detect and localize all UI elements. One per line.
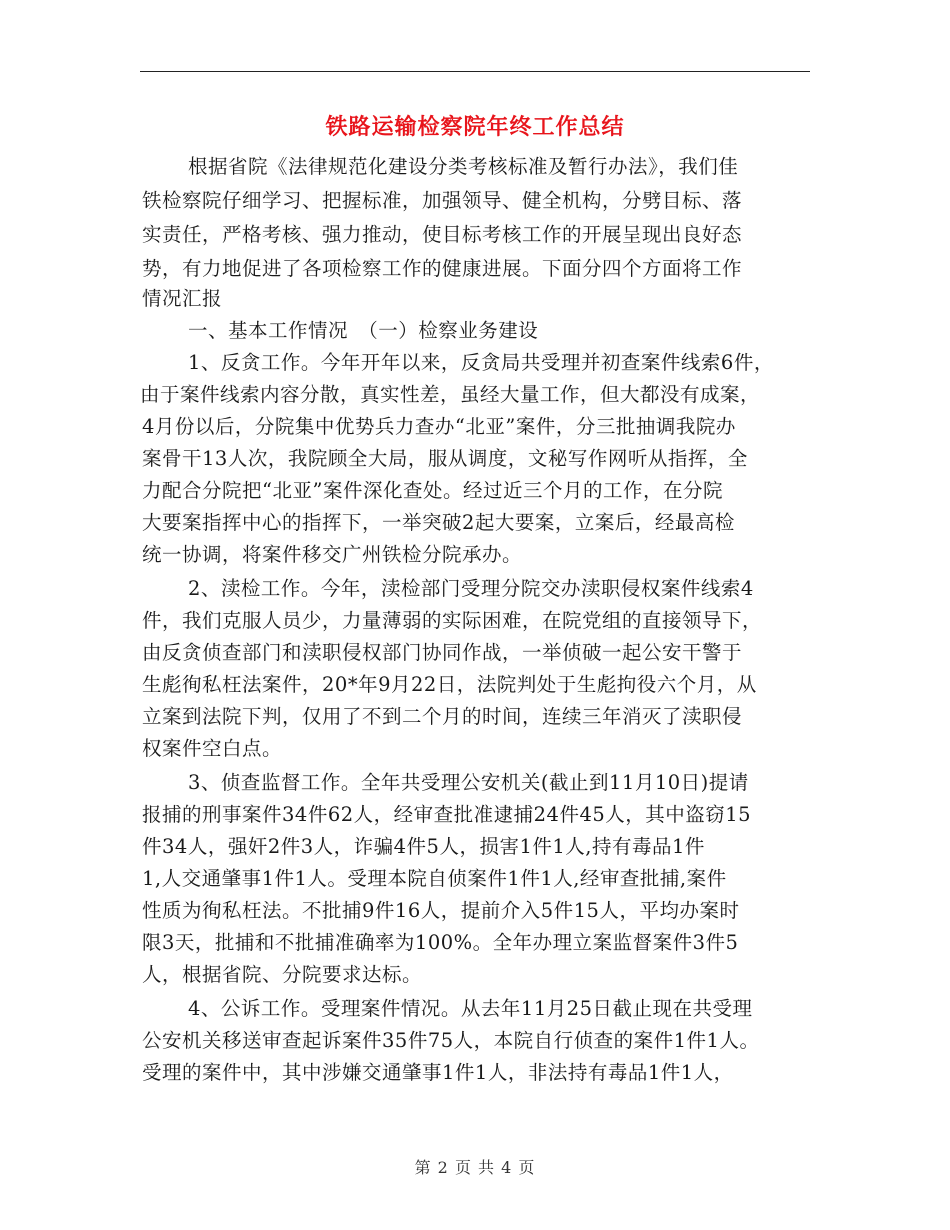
body-line: 立案到法院下判，仅用了不到二个月的时间，连续三年消灭了渎职侵 (142, 705, 743, 728)
body-line: 件，我们克服人员少，力量薄弱的实际困难，在院党组的直接领导下， (142, 609, 763, 632)
header-rule (140, 71, 810, 72)
body-line: 由于案件线索内容分散，真实性差，虽经大量工作，但大都没有成案， (140, 383, 761, 406)
body-line: 力配合分院把“北亚”案件深化查处。经过近三个月的工作，在分院 (142, 479, 723, 502)
body-line: 案骨干13人次，我院顾全大局，服从调度，文秘写作网听从指挥，全 (142, 447, 748, 470)
body-line: 1、反贪工作。今年开年以来，反贪局共受理并初查案件线索6件， (188, 351, 774, 374)
body-line: 由反贪侦查部门和渎职侵权部门协同作战，一举侦破一起公安干警于 (142, 641, 743, 664)
body-line: 限3天，批捕和不批捕准确率为100%。全年办理立案监督案件3件5 (142, 931, 739, 954)
body-line: 性质为徇私枉法。不批捕9件16人，提前介入5件15人，平均办案时 (142, 899, 740, 922)
body-line: 根据省院《法律规范化建设分类考核标准及暂行办法》，我们佳 (188, 155, 739, 178)
body-line: 2、渎检工作。今年，渎检部门受理分院交办渎职侵权案件线索4 (188, 577, 754, 600)
body-line: 件34人，强奸2件3人，诈骗4件5人，损害1件1人,持有毒品1件 (142, 835, 705, 858)
body-line: 人，根据省院、分院要求达标。 (142, 963, 423, 986)
document-title: 铁路运输检察院年终工作总结 (325, 114, 625, 140)
page-number: 第 2 页 共 4 页 (414, 1158, 536, 1177)
body-line: 生彪徇私枉法案件，20*年9月22日，法院判处于生彪拘役六个月，从 (142, 673, 757, 696)
body-line: 情况汇报 (142, 287, 223, 310)
body-line: 报捕的刑事案件34件62人，经审查批准逮捕24件45人，其中盗窃15 (142, 803, 752, 826)
section-heading: 一、基本工作情况 （一）检察业务建设 (188, 319, 539, 342)
body-line: 大要案指挥中心的指挥下，一举突破2起大要案，立案后，经最高检 (142, 511, 735, 534)
body-line: 公安机关移送审查起诉案件35件75人，本院自行侦查的案件1件1人。 (142, 1029, 760, 1052)
body-line: 实责任，严格考核、强力推动，使目标考核工作的开展呈现出良好态 (142, 223, 743, 246)
body-line: 4、公诉工作。受理案件情况。从去年11月25日截止现在共受理 (188, 997, 753, 1020)
body-line: 1,人交通肇事1件1人。受理本院自侦案件1件1人,经审查批捕,案件 (142, 867, 727, 890)
body-line: 3、侦查监督工作。全年共受理公安机关(截止到11月10日)提请 (188, 771, 749, 794)
body-line: 权案件空白点。 (142, 737, 283, 760)
body-line: 4月份以后，分院集中优势兵力查办“北亚”案件，分三批抽调我院办 (142, 415, 736, 438)
body-line: 铁检察院仔细学习、把握标准，加强领导、健全机构，分劈目标、落 (142, 189, 743, 212)
body-line: 受理的案件中，其中涉嫌交通肇事1件1人，非法持有毒品1件1人， (142, 1061, 734, 1084)
body-line: 统一协调，将案件移交广州铁检分院承办。 (142, 543, 523, 566)
body-line: 势，有力地促进了各项检察工作的健康进展。下面分四个方面将工作 (142, 257, 743, 280)
